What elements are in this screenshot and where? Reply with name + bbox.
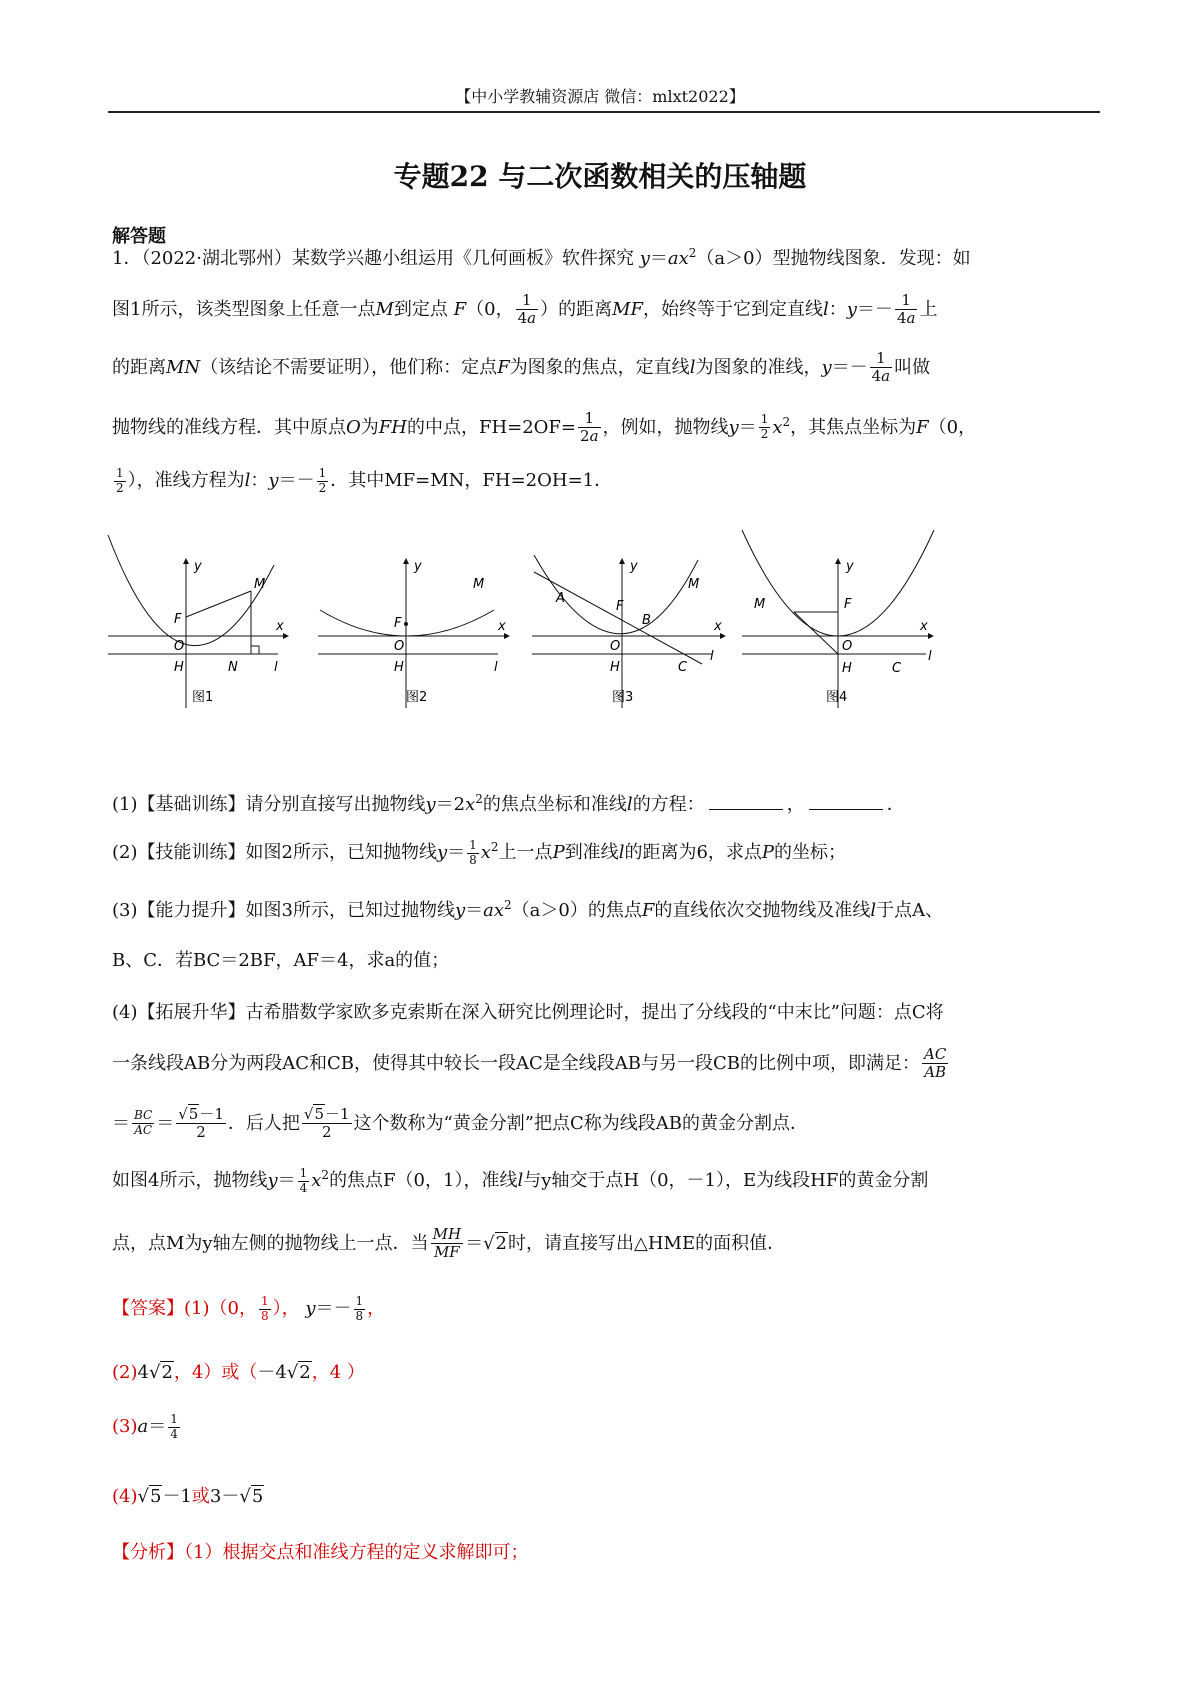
svg-text:C: C [678,660,688,675]
problem-line-2: 图1所示，该类型图象上任意一点M到定点 F（0， $\frac{1}{4a}$ ）的距离MF，始终等于它到定直线l：y＝－ $\frac{1}{4a}$ 上 [112,291,938,328]
question-3-line-1: (3)【能力提升】如图3所示，已知过抛物线$y=ax^2(a>0)$的焦点F的直线依次交抛物线及准线l于点A、 [112,898,944,921]
svg-text:O: O [842,639,853,654]
svg-text:l: l [928,649,932,664]
question-4-line-4: 如图4所示，抛物线y＝ $\frac{1}{4}$ $x^2$的焦点F（0，1），准线l与y轴交于点H（0，－1），E为线段HF的黄金分割 [112,1165,929,1195]
figure-3-graph [532,560,732,710]
svg-text:M: M [254,577,266,592]
svg-text:H: H [610,660,620,675]
svg-text:图2: 图2 [406,690,428,705]
svg-text:H: H [842,661,852,676]
svg-text:图3: 图3 [612,690,634,705]
problem-line-1: 1．（2022·湖北鄂州）某数学兴趣小组运用《几何画板》软件探究 $y=ax^2(a>0)$型抛物线图象．发现：如 [112,246,971,269]
svg-text:C: C [892,661,902,676]
svg-text:F: F [616,599,624,614]
question-3-line-2: B、C．若BC＝2BF，AF＝4，求a的值； [112,950,450,971]
svg-text:y: y [194,559,202,574]
problem-line-5: $\frac{1}{2}$ ），准线方程为l：y＝－ $\frac{1}{2}$ ．其中MF=MN，FH=2OH=1． [116,465,613,495]
svg-text:N: N [228,660,238,675]
svg-text:H: H [174,660,184,675]
svg-text:B: B [642,613,651,628]
answer-2: (2)4√2，4）或（－4√2，4 ） [112,1362,365,1383]
svg-text:M: M [754,597,766,612]
figure-4-graph [742,560,942,710]
answer-blank-directrix[interactable] [809,795,883,810]
problem-line-3: 的距离MN（该结论不需要证明），他们称：定点F为图象的焦点，定直线l为图象的准线，y＝－ $\frac{1}{4a}$ 叫做 [112,349,931,386]
svg-text:l: l [710,649,714,664]
question-4-line-5: 点，点M为y轴左侧的抛物线上一点．当 $\frac{MH}{MF}$ ＝√2时，请直接写出△HME的面积值． [112,1225,786,1262]
question-4-line-1: (4)【拓展升华】古希腊数学家欧多克索斯在深入研究比例理论时，提出了分线段的“中末比”问题：点C将 [112,1002,944,1023]
question-2: (2)【技能训练】如图2所示，已知抛物线y＝ $\frac{1}{8}$ $x^2$上一点P到准线l的距离为6，求点P的坐标； [112,837,847,867]
question-4-line-3: ＝ $\frac{BC}{AC}$ ＝ $\frac{√5-1}{2}$ ．后人把 $\frac{√5-1}{2}$ 这个数称为“黄金分割”把点C称为线段AB的黄金分割点． [112,1105,808,1142]
question-4-line-2: 一条线段AB分为两段AC和CB，使得其中较长一段AC是全线段AB与另一段CB的比例中项，即满足： $\frac{AC}{AB}$ [112,1045,947,1082]
svg-text:M: M [473,577,485,592]
svg-text:l: l [274,660,278,675]
answer-blank-focus[interactable] [709,795,783,810]
svg-text:y: y [846,559,854,574]
figure-2 [318,560,518,714]
svg-text:M: M [688,577,700,592]
svg-text:x: x [498,619,506,634]
answer-4: (4)√5－1或3－√5 [112,1486,264,1507]
svg-text:图4: 图4 [826,690,848,705]
figure-4 [742,560,942,714]
svg-text:O: O [174,639,185,654]
svg-text:x: x [920,619,928,634]
svg-text:F: F [844,597,852,612]
figure-3 [532,560,732,714]
svg-text:F: F [394,616,402,631]
analysis: 【分析】（1）根据交点和准线方程的定义求解即可； [112,1542,529,1563]
page-header: 【中小学教辅资源店 微信：mlxt2022】 [455,87,745,106]
svg-text:y: y [630,559,638,574]
answer-3: (3)a＝ $\frac{1}{4}$ [112,1411,178,1441]
page-title: 专题22 与二次函数相关的压轴题 [393,160,807,193]
svg-text:x: x [714,619,722,634]
svg-text:O: O [394,639,405,654]
svg-text:F: F [174,612,182,627]
section-heading: 解答题 [112,226,166,247]
svg-text:图1: 图1 [192,690,214,705]
svg-text:H: H [394,660,404,675]
problem-line-4: 抛物线的准线方程．其中原点O为FH的中点，FH=2OF= $\frac{1}{2a}$ ，例如，抛物线y＝ $\frac{1}{2}$ $x^2$，其焦点坐标为F（0， [112,409,977,446]
figure-1 [108,560,288,714]
answer-1: 【答案】(1)（0， $\frac{1}{8}$ ）， y＝－ $\frac{1}{8}$ ， [112,1293,386,1323]
svg-text:y: y [414,559,422,574]
svg-text:A: A [556,591,565,606]
svg-text:x: x [276,619,284,634]
figure-1-graph [108,560,288,710]
header-rule [108,111,1100,113]
svg-text:O: O [610,639,621,654]
figure-2-graph [318,560,518,710]
svg-text:l: l [494,660,498,675]
question-1: (1)【基础训练】请分别直接写出抛物线$y=2x^2$的焦点坐标和准线l的方程： ， ． [112,792,905,815]
